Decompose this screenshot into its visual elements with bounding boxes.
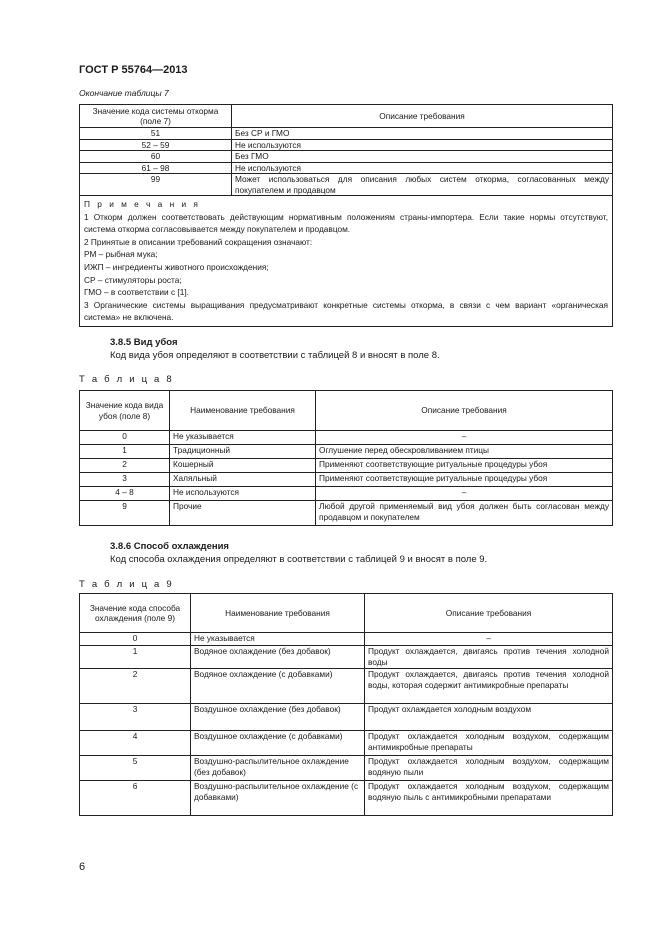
description-cell: Любой другой применяемый вид убоя должен быть согласован между продавцом и покупателем	[316, 501, 613, 526]
code-cell: 2	[80, 669, 191, 704]
description-cell: Может использоваться для описания любых систем откорма, согласованных между покупателем и продавцом	[232, 174, 613, 196]
table-row	[80, 431, 613, 445]
table-row	[80, 646, 613, 669]
code-cell: 52 – 59	[80, 139, 232, 151]
table-row	[80, 704, 613, 731]
note-line: СР – стимуляторы роста;	[84, 274, 182, 285]
table-row	[80, 501, 613, 526]
table-header-row	[80, 105, 613, 128]
code-cell: 6	[80, 781, 191, 816]
table-row	[80, 633, 613, 646]
column-header: Значение кода способа охлаждения (поле 9)	[80, 594, 191, 633]
table-row	[80, 669, 613, 704]
name-cell: Не указывается	[170, 431, 316, 445]
notes-row	[80, 196, 613, 327]
table-row	[80, 445, 613, 459]
column-header: Наименование требования	[170, 391, 316, 431]
name-cell: Воздушно-распылительное охлаждение (без добавок)	[191, 756, 365, 781]
description-cell: Продукт охлаждается, двигаясь против течения холодной воды	[365, 646, 613, 669]
description-cell: –	[316, 431, 613, 445]
code-cell: 1	[80, 445, 170, 459]
column-header: Описание требования	[365, 594, 613, 633]
description-cell: Без ГМО	[232, 151, 613, 163]
notes-title: П р и м е ч а н и я	[84, 199, 201, 209]
column-header: Описание требования	[232, 105, 613, 128]
name-cell: Не указывается	[191, 633, 365, 646]
table8-caption: Т а б л и ц а 8	[79, 374, 174, 385]
section-text: Код вида убоя определяют в соответствии с таблицей 8 и вносят в поле 8.	[110, 350, 440, 361]
note-line: 3 Органические системы выращивания предусматривают конкретные системы откорма, в связи с чем вариант «органическая система» не включена.	[84, 299, 608, 323]
description-cell: Применяют соответствующие ритуальные процедуры убоя	[316, 459, 613, 473]
code-cell: 5	[80, 756, 191, 781]
code-cell: 2	[80, 459, 170, 473]
code-cell: 51	[80, 128, 232, 140]
code-cell: 0	[80, 431, 170, 445]
description-cell: –	[365, 633, 613, 646]
note-line: 1 Откорм должен соответствовать действующим нормативным положениям страны-импортера. Если такие нормы отсутствуют, система откорма согласовывается между покупателем и продавцом.	[84, 211, 608, 235]
name-cell: Традиционный	[170, 445, 316, 459]
description-cell: Продукт охлаждается холодным воздухом	[365, 704, 613, 731]
section-heading: 3.8.5 Вид убоя	[110, 337, 178, 348]
table-row	[80, 781, 613, 816]
table-row	[80, 756, 613, 781]
name-cell: Халяльный	[170, 473, 316, 487]
code-cell: 99	[80, 174, 232, 196]
name-cell: Не используются	[170, 487, 316, 501]
description-cell: Не используются	[232, 139, 613, 151]
table-header-row	[80, 391, 613, 431]
section-text: Код способа охлаждения определяют в соответствии с таблицей 9 и вносят в поле 9.	[110, 554, 488, 565]
table-row	[80, 459, 613, 473]
description-cell: –	[316, 487, 613, 501]
description-cell: Продукт охлаждается холодным воздухом, содержащим водяную пыли	[365, 756, 613, 781]
column-header: Наименование требования	[191, 594, 365, 633]
name-cell: Водяное охлаждение (без добавок)	[191, 646, 365, 669]
column-header: Описание требования	[316, 391, 613, 431]
table-row	[80, 174, 613, 196]
table-row	[80, 139, 613, 151]
description-cell: Продукт охлаждается, двигаясь против течения холодной воды, которая содержит антимикробные препараты	[365, 669, 613, 704]
document-header: ГОСТ Р 55764—2013	[79, 64, 188, 76]
table-row	[80, 128, 613, 140]
note-line: ИЖП – ингредиенты животного происхождения;	[84, 261, 269, 272]
notes-cell	[80, 196, 613, 327]
column-header: Значение кода вида убоя (поле 8)	[80, 391, 170, 431]
table-row	[80, 487, 613, 501]
name-cell: Воздушное охлаждение (без добавок)	[191, 704, 365, 731]
note-line: ГМО – в соответствии с [1].	[84, 287, 189, 298]
section-heading: 3.8.6 Способ охлаждения	[110, 541, 229, 552]
table9	[79, 593, 613, 816]
column-header: Значение кода системы откорма (поле 7)	[80, 105, 232, 128]
name-cell: Прочие	[170, 501, 316, 526]
table9-caption: Т а б л и ц а 9	[79, 579, 174, 590]
table-row	[80, 731, 613, 756]
description-cell: Применяют соответствующие ритуальные процедуры убоя	[316, 473, 613, 487]
table7-caption: Окончание таблицы 7	[79, 88, 169, 98]
description-cell: Без СР и ГМО	[232, 128, 613, 140]
table-row	[80, 162, 613, 174]
name-cell: Воздушное охлаждение (с добавками)	[191, 731, 365, 756]
name-cell: Водяное охлаждение (с добавками)	[191, 669, 365, 704]
table7	[79, 104, 613, 327]
code-cell: 0	[80, 633, 191, 646]
code-cell: 60	[80, 151, 232, 163]
code-cell: 9	[80, 501, 170, 526]
table-row	[80, 151, 613, 163]
note-line: РМ – рыбная мука;	[84, 249, 158, 260]
page-number: 6	[79, 861, 86, 873]
name-cell: Воздушно-распылительное охлаждение (с добавками)	[191, 781, 365, 816]
description-cell: Продукт охлаждается холодным воздухом, содержащим антимикробные препараты	[365, 731, 613, 756]
description-cell: Оглушение перед обескровливанием птицы	[316, 445, 613, 459]
code-cell: 4 – 8	[80, 487, 170, 501]
table8	[79, 390, 613, 526]
code-cell: 4	[80, 731, 191, 756]
name-cell: Кошерный	[170, 459, 316, 473]
code-cell: 3	[80, 704, 191, 731]
description-cell: Не используются	[232, 162, 613, 174]
code-cell: 3	[80, 473, 170, 487]
code-cell: 61 – 98	[80, 162, 232, 174]
note-line: 2 Принятые в описании требований сокращения означают:	[84, 236, 313, 247]
table-row	[80, 473, 613, 487]
code-cell: 1	[80, 646, 191, 669]
table-header-row	[80, 594, 613, 633]
description-cell: Продукт охлаждается холодным воздухом, содержащим водяную пыль с антимикробными препаратами	[365, 781, 613, 816]
